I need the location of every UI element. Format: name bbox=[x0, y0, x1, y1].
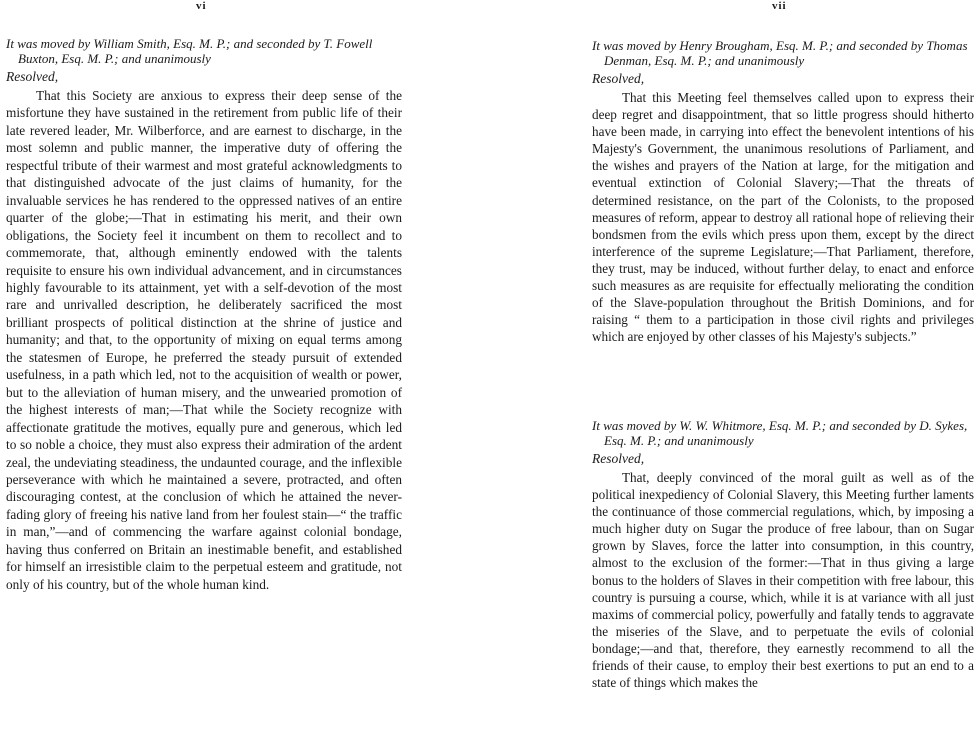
page-gutter bbox=[412, 0, 588, 729]
resolved-heading: Resolved, bbox=[592, 71, 645, 86]
left-resolution bbox=[6, 36, 402, 593]
mover-line: It was moved by W. W. Whitmore, Esq. M. P.; and seconded by D. Sykes, Esq. M. P.; and unanimously bbox=[592, 418, 968, 448]
resolved-heading: Resolved, bbox=[592, 451, 645, 466]
mover-line: It was moved by William Smith, Esq. M. P.; and seconded by T. Fowell Buxton, Esq. M. P.; and unanimously bbox=[6, 36, 373, 66]
page-number-right: vii bbox=[772, 0, 787, 12]
right-resolution-2 bbox=[592, 418, 974, 691]
resolution-text: That this Society are anxious to express their deep sense of the misfortune they have sustained in the retirement from public life of their late revered leader, Mr. Wilberforce, and are earnest to discharge, in the most solemn and public manner, the imperative duty of offering the respectful tribute of their warmest and most grateful acknowledgments to that distinguished advocate of the just claims of humanity, for the invaluable services he has rendered to the oppressed natives of an entire quarter of the globe;—That in estimating his merit, and their own obligations, the Society feel it incumbent on them to recollect and to commemorate, that, although eminently endowed with the talents requisite to ensure his own individual advancement, and in circumstances highly favourable to its attainment, yet with a self-devotion of the most rare and unrivalled description, he deliberately sacrificed the most brilliant prospects of political distinction at the shrine of justice and humanity; and that, to the opportunity of mixing on equal terms among the statesmen of Europe, he preferred the steady pursuit of extended usefulness, in a path which led, not to the acquisition of wealth or power, but to the alleviation of human misery, and the unwearied promotion of the highest interests of man;—That while the Society recognize with affectionate gratitude the motives, equally pure and generous, which led to so noble a choice, they must also express their admiration of the ardent zeal, the undeviating steadiness, the undaunted courage, and the inflexible perseverance with which he maintained a severe, protracted, and often discouraging contest, at the conclusion of which he attained the never-fading glory of freeing his native land from her foulest stain—“ the traffic in man,”—and of commencing the warfare against colonial bondage, having thus conferred on Britain an inestimable benefit, and established for himself an irresistible claim to the perpetual esteem and gratitude, not only of his country, but of the whole human kind. bbox=[6, 88, 402, 592]
mover-line: It was moved by Henry Brougham, Esq. M. P.; and seconded by Thomas Denman, Esq. M. P.; and unanimously bbox=[592, 38, 968, 68]
resolution-text: That, deeply convinced of the moral guilt as well as of the political inexpediency of Colonial Slavery, this Meeting further laments the continuance of those commercial regulations, which, by imposing a much higher duty on Sugar the produce of free labour, than on Sugar grown by Slaves, force the latter into consumption, in this country, almost to the exclusion of the former:—That in thus giving a large bonus to the holders of Slaves in their competition with free labour, this country is pursuing a course, which, while it is at variance with all just maxims of commercial policy, powerfully and fatally tends to aggravate the miseries of the Slave, and to perpetuate the evils of colonial bondage;—and that, therefore, they earnestly recommend to all the friends of their cause, to employ their best exertions to put an end to a state of things which makes the bbox=[592, 470, 974, 691]
right-resolution-1 bbox=[592, 38, 974, 345]
page-number-left: vi bbox=[196, 0, 207, 12]
resolution-text: That this Meeting feel themselves called upon to express their deep regret and disappointment, that so little progress should hitherto have been made, in carrying into effect the benevolent intentions of his Majesty's Government, the unanimous resolutions of Parliament, and the wishes and prayers of the Nation at large, for the mitigation and eventual extinction of Colonial Slavery;—That the threats of determined resistance, on the part of the Colonists, to the proposed measures of reform, appear to destroy all rational hope of relieving their bondsmen from the evils which press upon them, except by the direct interference of the supreme Legislature;—That Parliament, therefore, they trust, may be induced, without further delay, to enact and enforce such measures as are requisite for effectually meliorating the condition of the Slave-population throughout the British Dominions, and for raising “ them to a participation in those civil rights and privileges which are enjoyed by other classes of his Majesty's subjects.” bbox=[592, 90, 974, 345]
resolved-heading: Resolved, bbox=[6, 69, 59, 84]
